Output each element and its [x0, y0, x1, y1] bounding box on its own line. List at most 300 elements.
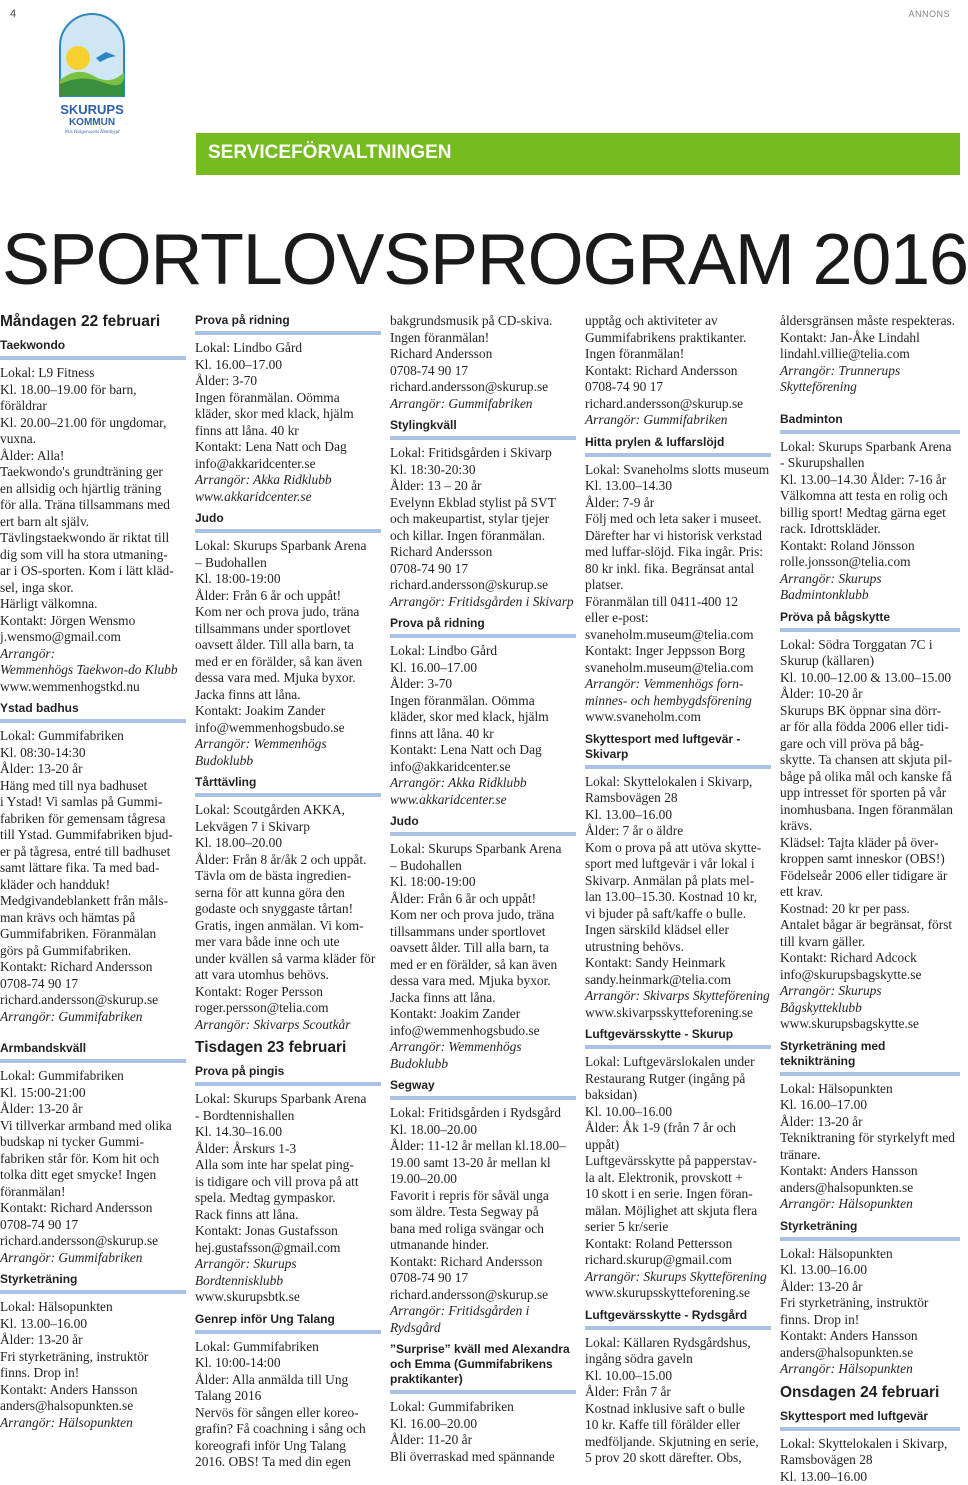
text-line: Skivarp. Anmälan på plats mel-	[585, 873, 771, 890]
activity-heading: Skyttesport med luftgevär - Skivarp	[585, 732, 771, 769]
text-line: svaneholm.museum@telia.com	[585, 627, 771, 644]
text-line: Ingen föranmälan!	[585, 346, 771, 363]
text-line: Ålder: Alla anmälda till Ung	[195, 1372, 381, 1389]
text-line: dessa vara med. Mjuka byxor.	[390, 973, 576, 990]
text-line: www.wemmenhogstkd.nu	[0, 679, 186, 696]
text-line: richard.andersson@skurup.se	[390, 379, 576, 396]
text-line: Kl. 10.00–12.00 & 13.00–15.00	[780, 670, 960, 687]
organizer-line: Arrangör: Vemmenhögs forn-	[585, 676, 771, 693]
text-line: 19.00–20.00	[390, 1171, 576, 1188]
organizer-line: Bordtennisklubb	[195, 1273, 381, 1290]
text-line: Lokal: Skurups Sparbank Arena	[390, 841, 576, 858]
text-line: Lokal: Luftgevärslokalen under	[585, 1054, 771, 1071]
text-line: grafin? Få coachning i sång och	[195, 1421, 381, 1438]
organizer-line: Rydsgård	[390, 1320, 576, 1337]
organizer-line: Skytteförening	[780, 379, 960, 396]
text-line: Nervös för sången eller koreo-	[195, 1405, 381, 1422]
organizer-line: Arrangör: Gummifabriken	[0, 1009, 186, 1026]
day-heading: Tisdagen 23 februari	[195, 1039, 381, 1057]
department-banner	[196, 133, 960, 175]
text-line: Kl. 13.00–14.30 Ålder: 7-16 år	[780, 472, 960, 489]
text-line: Ålder: 7-9 år	[585, 495, 771, 512]
text-line: Kostnad inklusive saft o bulle	[585, 1401, 771, 1418]
text-line: Kl. 18.00–20.00	[195, 835, 381, 852]
text-line: Ålder: 13 – 20 år	[390, 478, 576, 495]
text-line: hej.gustafsson@gmail.com	[195, 1240, 381, 1257]
text-line: Lokal: Gummifabriken	[390, 1399, 576, 1416]
text-line: eller e-post:	[585, 610, 771, 627]
text-line: 80 kr inkl. fika. Begränsat antal	[585, 561, 771, 578]
activity-heading: Hitta prylen & luffarslöjd	[585, 435, 771, 457]
organizer-line: Badmintonklubb	[780, 587, 960, 604]
text-line: budskap ni tycker Gummi-	[0, 1134, 186, 1151]
text-line: Lokal: Skurups Sparbank Arena	[195, 1091, 381, 1108]
text-line: fabriken står för. Kom hit och	[0, 1151, 186, 1168]
text-line: Richard Andersson	[390, 544, 576, 561]
text-line: ert barn alt själv.	[0, 514, 186, 531]
activity-heading: Styrketräning	[0, 1272, 186, 1294]
activity-heading: Armbandskväll	[0, 1041, 186, 1063]
organizer-line: Arrangör: Fritidsgården i	[390, 1303, 576, 1320]
text-line: info@akkaridcenter.se	[195, 456, 381, 473]
text-line: sel, inga skor.	[0, 580, 186, 597]
organizer-line: Arrangör: Hälsopunkten	[0, 1415, 186, 1432]
activity-heading: Prova på ridning	[390, 616, 576, 638]
text-line: Lokal: Skyttelokalen i Skivarp,	[585, 774, 771, 791]
organizer-line: Arrangör: Fritidsgården i Skivarp	[390, 594, 576, 611]
text-line: Kl. 13.00–14.30	[585, 478, 771, 495]
svg-text:Nils Holgerssons Hembygd: Nils Holgerssons Hembygd	[64, 130, 120, 135]
text-line: richard.andersson@skurup.se	[390, 577, 576, 594]
annons-label: ANNONS	[908, 9, 950, 19]
text-line: Tekniktraning för styrkelyft med	[780, 1130, 960, 1147]
text-line: Vi tillverkar armband med olika	[0, 1118, 186, 1135]
text-line: Lokal: Skyttelokalen i Skivarp,	[780, 1436, 960, 1453]
text-line: Ålder: Från 7 år	[585, 1384, 771, 1401]
text-line: Härligt välkomna.	[0, 596, 186, 613]
organizer-line: Arrangör: Akka Ridklubb	[195, 472, 381, 489]
text-line: med luffar-slöjd. Fika ingår. Pris:	[585, 544, 771, 561]
text-line: Kontakt: Richard Andersson	[0, 1200, 186, 1217]
text-line: 2016. OBS! Ta med din egen	[195, 1454, 381, 1471]
activity-heading: Skyttesport med luftgevär	[780, 1409, 960, 1431]
text-line: Lokal: Skurups Sparbank Arena	[780, 439, 960, 456]
text-line: Ramsbovägen 28	[585, 790, 771, 807]
text-line: Antalet bågar är begränsat, först	[780, 917, 960, 934]
text-line: lan 13.00–15.30. Kostnad 10 kr,	[585, 889, 771, 906]
text-line: båge på olika mål och kanske få	[780, 769, 960, 786]
text-line: Ingen föranmälan. Oömma	[390, 693, 576, 710]
organizer-line: Arrangör: Skurups Skytteförening	[585, 1269, 771, 1286]
text-line: Fri styrketräning, instruktör	[0, 1349, 186, 1366]
text-line: för alla. Träna tillsammans med	[0, 497, 186, 514]
text-line: Gummifabriken. Föranmälan	[0, 926, 186, 943]
organizer-line: minnes- och hembygdsförening	[585, 693, 771, 710]
text-line: bakgrundsmusik på CD-skiva.	[390, 313, 576, 330]
text-line: baksidan)	[585, 1087, 771, 1104]
text-line: 10 skott i en serie. Ingen föran-	[585, 1186, 771, 1203]
column-1	[0, 313, 186, 1431]
text-line: - Bordtennishallen	[195, 1108, 381, 1125]
text-line: 0708-74 90 17	[585, 379, 771, 396]
text-line: roger.persson@telia.com	[195, 1000, 381, 1017]
organizer-line: www.akkaridcenter.se	[390, 792, 576, 809]
text-line: Medgivandeblankett från måls-	[0, 893, 186, 910]
text-line: 0708-74 90 17	[390, 561, 576, 578]
text-line: Kontakt: Richard Andersson	[0, 959, 186, 976]
text-line: Kontakt: Anders Hansson	[0, 1382, 186, 1399]
text-line: Kontakt: Richard Andersson	[390, 1254, 576, 1271]
text-line: www.skurupsbtk.se	[195, 1289, 381, 1306]
text-line: platser.	[585, 577, 771, 594]
page-number: 4	[10, 8, 16, 20]
text-line: oavsett ålder. Till alla barn, ta	[195, 637, 381, 654]
text-line: Jacka finns att låna.	[195, 687, 381, 704]
column-2	[195, 313, 381, 1471]
text-line: Rack finns att låna.	[195, 1207, 381, 1224]
text-line: finns. Drop in!	[780, 1312, 960, 1329]
text-line: Luftgevärsskytte på papperstav-	[585, 1153, 771, 1170]
text-line: Lokal: Fritidsgården i Skivarp	[390, 445, 576, 462]
text-line: Kontakt: Roland Jönsson	[780, 538, 960, 555]
text-line: Ålder: Alla!	[0, 448, 186, 465]
text-line: Kontakt: Joakim Zander	[195, 703, 381, 720]
organizer-line: Arrangör: Skivarps Skytteförening	[585, 988, 771, 1005]
text-line: dessa vara med. Mjuka byxor.	[195, 670, 381, 687]
text-line: sandy.heinmark@telia.com	[585, 972, 771, 989]
text-line: Kontakt: Joakim Zander	[390, 1006, 576, 1023]
text-line: Ålder: 3-70	[195, 373, 381, 390]
activity-heading: Tårttävling	[195, 775, 381, 797]
text-line: Ålder: Årskurs 1-3	[195, 1141, 381, 1158]
text-line: www.skurupsskytteforening.se	[585, 1285, 771, 1302]
text-line: Kl. 08:30-14:30	[0, 745, 186, 762]
text-line: godaste och snyggaste tårtan!	[195, 901, 381, 918]
text-line: Kom o prova på att utöva skytte-	[585, 840, 771, 857]
text-line: Ålder: 7 år o äldre	[585, 823, 771, 840]
text-line: Kl. 13.00–16.00	[780, 1469, 960, 1485]
text-line: i Ystad! Vi samlas på Gummi-	[0, 794, 186, 811]
text-line: att vara utomhus behövs.	[195, 967, 381, 984]
text-line: skytte. Ta chansen att skjuta pil-	[780, 752, 960, 769]
text-line: Kontakt: Roland Pettersson	[585, 1236, 771, 1253]
text-line: j.wensmo@gmail.com	[0, 629, 186, 646]
organizer-line: Wemmenhögs Taekwon-do Klubb	[0, 662, 186, 679]
text-line: vi bjuder på saft/kaffe o bulle.	[585, 906, 771, 923]
text-line: koreografi inför Ung Talang	[195, 1438, 381, 1455]
text-line: 0708-74 90 17	[390, 1270, 576, 1287]
text-line: Ramsbovägen 28	[780, 1452, 960, 1469]
text-line: anders@halsopunkten.se	[0, 1398, 186, 1415]
text-line: Taekwondo's grundträning ger	[0, 464, 186, 481]
text-line: ingång södra gaveln	[585, 1351, 771, 1368]
skurups-kommun-logo	[52, 18, 132, 138]
activity-heading: Prova på ridning	[195, 313, 381, 335]
text-line: till kvarn gäller.	[780, 934, 960, 951]
text-line: Ålder: 13-20 år	[0, 1332, 186, 1349]
text-line: Ingen föranmälan. Oömma	[195, 390, 381, 407]
text-line: upptåg och aktiviteter av	[585, 313, 771, 330]
text-line: Kl. 16.00–17.00	[195, 357, 381, 374]
column-3	[390, 313, 576, 1465]
text-line: upp intresset för sporten på vår	[780, 785, 960, 802]
text-line: Ålder: 13-20 år	[0, 1101, 186, 1118]
text-line: Kontakt: Jonas Gustafsson	[195, 1223, 381, 1240]
text-line: – Budohallen	[195, 555, 381, 572]
text-line: Kontakt: Inger Jeppsson Borg	[585, 643, 771, 660]
text-line: rolle.jonsson@telia.com	[780, 554, 960, 571]
organizer-line: www.akkaridcenter.se	[195, 489, 381, 506]
text-line: med er en förälder, så kan även	[390, 957, 576, 974]
text-line: Restaurang Rutger (ingång på	[585, 1071, 771, 1088]
day-heading: Måndagen 22 februari	[0, 313, 186, 331]
activity-heading: Luftgevärsskytte - Skurup	[585, 1027, 771, 1049]
text-line: vuxna.	[0, 431, 186, 448]
organizer-line: Arrangör: Gummifabriken	[0, 1250, 186, 1267]
text-line: till Ystad. Gummifabriken bjud-	[0, 827, 186, 844]
text-line: Kom ner och prova judo, träna	[390, 907, 576, 924]
text-line: fabriken för gemensam tågresa	[0, 811, 186, 828]
text-line: Lokal: Hälsopunkten	[780, 1081, 960, 1098]
text-line: krävs.	[780, 818, 960, 835]
text-line: Lokal: Skurups Sparbank Arena	[195, 538, 381, 555]
column-5	[780, 313, 960, 1485]
text-line: och makeupartist, stylar tjejer	[390, 511, 576, 528]
text-line: Kl. 10.00–15.00	[585, 1368, 771, 1385]
text-line: serna för att kunna göra den	[195, 885, 381, 902]
activity-heading: Judo	[390, 814, 576, 836]
organizer-line: Arrangör: Hälsopunkten	[780, 1196, 960, 1213]
text-line: www.skurupsbagskytte.se	[780, 1016, 960, 1033]
text-line: Gummifabrikens praktikanter.	[585, 330, 771, 347]
text-line: Fri styrketräning, instruktör	[780, 1295, 960, 1312]
text-line: utmanande hinder.	[390, 1237, 576, 1254]
text-line: Kl. 15:00-21:00	[0, 1085, 186, 1102]
activity-heading: Styrketräning med teknikträning	[780, 1039, 960, 1076]
text-line: kroppen samt inneskor (OBS!)	[780, 851, 960, 868]
text-line: oavsett ålder. Till alla barn, ta	[390, 940, 576, 957]
text-line: Kostnad: 20 kr per pass.	[780, 901, 960, 918]
text-line: info@wemmenhogsbudo.se	[390, 1023, 576, 1040]
text-line: Ålder: Åk 1-9 (från 7 år och uppåt)	[585, 1120, 771, 1153]
text-line: Tävla om de bästa ingredien-	[195, 868, 381, 885]
text-line: www.skivarpsskytteforening.se	[585, 1005, 771, 1022]
text-line: www.svaneholm.com	[585, 709, 771, 726]
text-line: 0708-74 90 17	[0, 976, 186, 993]
text-line: Lokal: Lindbo Gård	[390, 643, 576, 660]
text-line: Klädsel: Tajta kläder på över-	[780, 835, 960, 852]
text-line: Ålder: Från 6 år och uppåt!	[195, 588, 381, 605]
text-line: Lokal: Gummifabriken	[195, 1339, 381, 1356]
activity-heading: Segway	[390, 1078, 576, 1100]
text-line: richard.andersson@skurup.se	[0, 1233, 186, 1250]
activity-heading: Ystad badhus	[0, 701, 186, 723]
text-line: billig sport! Medtag gärna eget	[780, 505, 960, 522]
text-line: Kontakt: Richard Adcock	[780, 950, 960, 967]
text-line: Lokal: Scoutgården AKKA,	[195, 802, 381, 819]
activity-heading: Judo	[195, 511, 381, 533]
text-line: Ålder: 13-20 år	[780, 1114, 960, 1131]
text-line: med er en förälder, så kan även	[195, 654, 381, 671]
text-line: Favorit i repris för såväl unga	[390, 1188, 576, 1205]
text-line: Ålder: 11-20 år	[390, 1432, 576, 1449]
text-line: åldersgränsen måste respekteras.	[780, 313, 960, 330]
organizer-line: Arrangör: Skivarps Scoutkår	[195, 1017, 381, 1034]
text-line: Ålder: 13-20 år	[0, 761, 186, 778]
text-line: föräldrar	[0, 398, 186, 415]
activity-heading: Styrketräning	[780, 1219, 960, 1241]
text-line: Lokal: Svaneholms slotts museum	[585, 462, 771, 479]
text-line: Kontakt: Lena Natt och Dag	[195, 439, 381, 456]
text-line: dig som vill ha stora utmaning-	[0, 547, 186, 564]
text-line: inomhusbana. Ingen föranmälan	[780, 802, 960, 819]
text-line: kläder, skor med klack, hjälm	[195, 406, 381, 423]
organizer-line: Arrangör: Skurups Bågskytteklubb	[780, 983, 960, 1016]
text-line: Lokal: Hälsopunkten	[0, 1299, 186, 1316]
text-line: och killar. Ingen föranmälan.	[390, 528, 576, 545]
text-line: sport med luftgevär i vår lokal i	[585, 856, 771, 873]
text-line: 0708-74 90 17	[390, 363, 576, 380]
text-line: Jacka finns att låna.	[390, 990, 576, 1007]
text-line: Lokal: Gummifabriken	[0, 1068, 186, 1085]
text-line: Lekvägen 7 i Skivarp	[195, 819, 381, 836]
activity-heading: Badminton	[780, 412, 960, 434]
text-line: anders@halsopunkten.se	[780, 1345, 960, 1362]
text-line: rack. Idrottskläder.	[780, 521, 960, 538]
text-line: Kontakt: Anders Hansson	[780, 1328, 960, 1345]
text-line: mer vara både inne och ute	[195, 934, 381, 951]
text-line: info@wemmenhogsbudo.se	[195, 720, 381, 737]
text-line: Ingen särskild klädsel eller	[585, 922, 771, 939]
text-line: Lokal: Södra Torggatan 7C i	[780, 637, 960, 654]
text-line: Skurup (källaren)	[780, 653, 960, 670]
text-line: la alt. Elektronik, provskott +	[585, 1170, 771, 1187]
text-line: Kom ner och prova judo, träna	[195, 604, 381, 621]
organizer-line: Arrangör:	[0, 646, 186, 663]
text-line: kläder, skor med klack, hjälm	[390, 709, 576, 726]
activity-heading: Stylingkväll	[390, 418, 576, 440]
text-line: Kl. 16.00–17.00	[390, 660, 576, 677]
activity-heading: Pröva på bågskytte	[780, 610, 960, 632]
text-line: görs på Gummifabriken.	[0, 943, 186, 960]
text-line: 19.00 samt 13-20 år mellan kl	[390, 1155, 576, 1172]
spacer	[780, 396, 960, 406]
text-line: Richard Andersson	[390, 346, 576, 363]
text-line: kläder och handduk!	[0, 877, 186, 894]
text-line: Kl. 13.00–16.00	[585, 807, 771, 824]
activity-heading: Luftgevärsskytte - Rydsgård	[585, 1308, 771, 1330]
text-line: Talang 2016	[195, 1388, 381, 1405]
text-line: Evelynn Ekblad stylist på SVT	[390, 495, 576, 512]
organizer-line: Arrangör: Wemmenhögs Budoklubb	[390, 1039, 576, 1072]
text-line: svaneholm.museum@telia.com	[585, 660, 771, 677]
text-line: Ingen föranmälan!	[390, 330, 576, 347]
text-line: tillsammans under sportlovet	[195, 621, 381, 638]
text-line: lindahl.villie@telia.com	[780, 346, 960, 363]
text-line: tolka ditt eget smycke! Ingen	[0, 1167, 186, 1184]
organizer-line: Arrangör: Skurups	[195, 1256, 381, 1273]
text-line: - Skurupshallen	[780, 455, 960, 472]
text-line: Ålder: 3-70	[390, 676, 576, 693]
text-line: Kontakt: Sandy Heinmark	[585, 955, 771, 972]
text-line: spela. Medtag gympaskor.	[195, 1190, 381, 1207]
page-title: SPORTLOVSPROGRAM 2016	[2, 224, 968, 296]
text-line: mälan. Möjlighet att skjuta flera	[585, 1203, 771, 1220]
text-line: Lokal: L9 Fitness	[0, 365, 186, 382]
text-line: 10 kr. Kaffe till förälder eller	[585, 1417, 771, 1434]
text-line: Kl. 18:00-19:00	[390, 874, 576, 891]
text-line: Kl. 10:00-14:00	[195, 1355, 381, 1372]
text-line: Kl. 18:00-19:00	[195, 571, 381, 588]
text-line: Kl. 14.30–16.00	[195, 1124, 381, 1141]
text-line: Skurups BK öppnar sina dörr-	[780, 703, 960, 720]
text-line: – Budohallen	[390, 858, 576, 875]
text-line: bana med roliga svängar och	[390, 1221, 576, 1238]
text-line: info@skurupsbagskytte.se	[780, 967, 960, 984]
day-heading: Onsdagen 24 februari	[780, 1384, 960, 1402]
text-line: Kontakt: Roger Persson	[195, 984, 381, 1001]
text-line: samt lättare fika. Ta med bad-	[0, 860, 186, 877]
text-line: richard.skurup@gmail.com	[585, 1252, 771, 1269]
organizer-line: Arrangör: Trunnerups	[780, 363, 960, 380]
text-line: Tävlingstaekwondo är riktat till	[0, 530, 186, 547]
activity-heading: Genrep inför Ung Talang	[195, 1312, 381, 1334]
text-line: Lokal: Fritidsgården i Rydsgård	[390, 1105, 576, 1122]
text-line: Lokal: Gummifabriken	[0, 728, 186, 745]
text-line: Kl. 13.00–16.00	[0, 1316, 186, 1333]
activity-heading: Prova på pingis	[195, 1064, 381, 1086]
text-line: finns. Drop in!	[0, 1365, 186, 1382]
text-line: tränare.	[780, 1147, 960, 1164]
organizer-line: Arrangör: Hälsopunkten	[780, 1361, 960, 1378]
text-line: Kl. 10.00–16.00	[585, 1104, 771, 1121]
text-line: Ålder: Från 8 år/åk 2 och uppåt.	[195, 852, 381, 869]
text-line: Bli överraskad med spännande	[390, 1449, 576, 1466]
text-line: Följ med och leta saker i museet.	[585, 511, 771, 528]
text-line: 5 prov 20 skott därefter. Obs,	[585, 1450, 771, 1467]
text-line: richard.andersson@skurup.se	[585, 396, 771, 413]
text-line: som äldre. Testa Segway på	[390, 1204, 576, 1221]
svg-text:SKURUPS: SKURUPS	[60, 102, 124, 117]
text-line: Kl. 13.00–16.00	[780, 1262, 960, 1279]
text-line: under kvällen så varma kläder för	[195, 951, 381, 968]
text-line: utrustning behövs.	[585, 939, 771, 956]
text-line: Kl. 20.00–21.00 för ungdomar,	[0, 415, 186, 432]
text-line: Kl. 16.00–17.00	[780, 1097, 960, 1114]
text-line: Kl. 18.00–20.00	[390, 1122, 576, 1139]
text-line: info@akkaridcenter.se	[390, 759, 576, 776]
text-line: Därefter har vi historisk verkstad	[585, 528, 771, 545]
text-line: ar för alla födda 2006 eller tidi-	[780, 719, 960, 736]
text-line: Kl. 16.00–20.00	[390, 1416, 576, 1433]
text-line: tillsammans under sportlovet	[390, 924, 576, 941]
activity-heading: ”Surprise” kväll med Alexandra och Emma (Gummifabrikens praktikanter)	[390, 1342, 576, 1394]
text-line: man krävs och hämtas på	[0, 910, 186, 927]
organizer-line: Arrangör: Akka Ridklubb	[390, 775, 576, 792]
text-line: Födelseår 2006 eller tidigare är	[780, 868, 960, 885]
text-line: föranmälan!	[0, 1184, 186, 1201]
svg-text:KOMMUN: KOMMUN	[69, 117, 115, 128]
organizer-line: Arrangör: Gummifabriken	[585, 412, 771, 429]
text-line: Ålder: 11-12 år mellan kl.18.00–	[390, 1138, 576, 1155]
text-line: Kontakt: Lena Natt och Dag	[390, 742, 576, 759]
text-line: ar i OS-sporten. Kom i lätt kläd-	[0, 563, 186, 580]
text-line: anders@halsopunkten.se	[780, 1180, 960, 1197]
text-line: Ålder: 13-20 år	[780, 1279, 960, 1296]
text-line: Lokal: Lindbo Gård	[195, 340, 381, 357]
text-line: Kontakt: Richard Andersson	[585, 363, 771, 380]
column-4	[585, 313, 771, 1467]
